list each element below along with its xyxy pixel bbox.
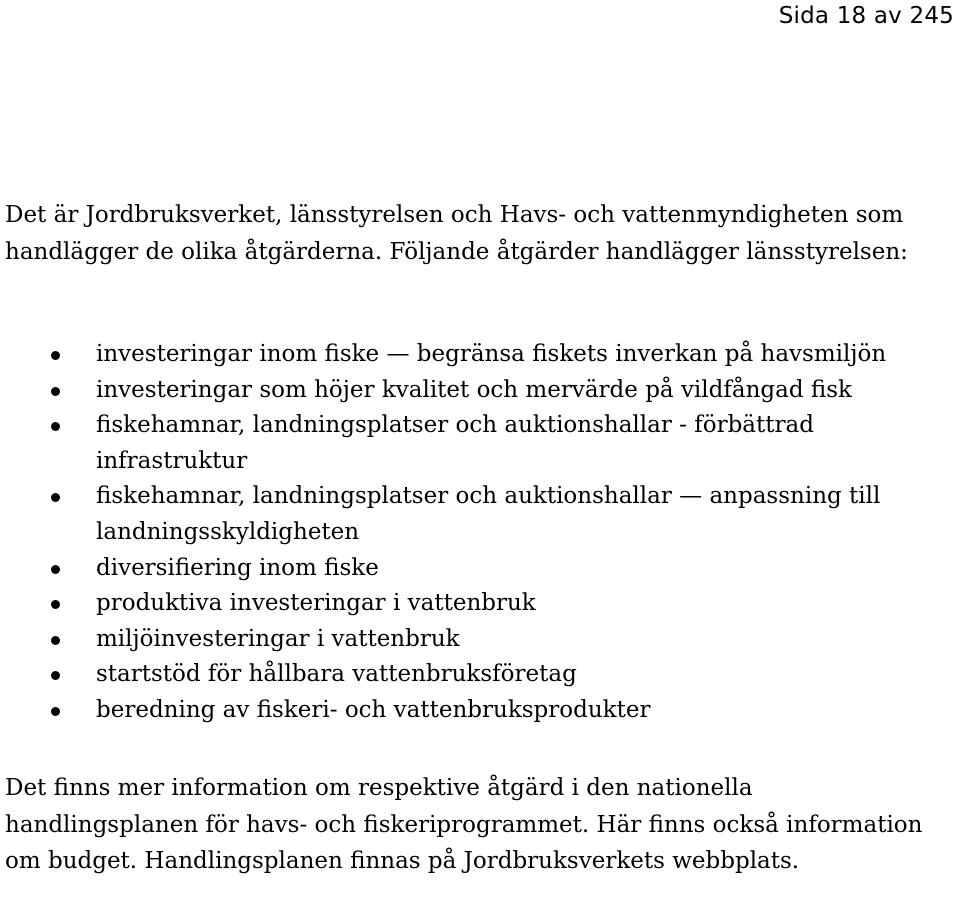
bullet-icon [51,351,60,360]
list-item-text: beredning av fiskeri- och vattenbruksprodukter [96,696,651,723]
list-item [0,693,946,729]
list-item-text: fiskehamnar, landningsplatser och auktionshallar — anpassning till landningsskyldigheten [96,483,881,545]
list-item [0,657,946,693]
bullet-icon [51,422,60,431]
bullet-icon [51,636,60,645]
list-item [0,551,946,587]
list-item-text: fiskehamnar, landningsplatser och auktionshallar - förbättrad infrastruktur [96,412,814,474]
bullet-icon [51,565,60,574]
closing-paragraph: Det finns mer information om respektive åtgärd i den nationella handlingsplanen för havs- och fiskeriprogrammet. Här finns också information om budget. Handlingsplanen finnas på Jordbruksverkets webbplats. [5,775,923,874]
list-item [0,408,946,479]
list-item-text: miljöinvesteringar i vattenbruk [96,625,460,652]
list-item-text: investeringar inom fiske — begränsa fiskets inverkan på havsmiljön [96,341,887,367]
list-item [0,373,946,409]
bullet-icon [51,387,60,396]
bullet-icon [51,671,60,680]
bullet-icon [51,600,60,609]
list-item [0,479,946,550]
list-item [0,622,946,658]
page-number: Sida 18 av 245 [778,3,954,29]
bullet-icon [51,493,60,502]
bullet-icon [51,707,60,716]
intro-paragraph: Det är Jordbruksverket, länsstyrelsen och Havs- och vattenmyndigheten som handlägger de olika åtgärderna. Följande åtgärder handlägger länsstyrelsen: [5,202,908,265]
list-item-text: investeringar som höjer kvalitet och mervärde på vildfångad fisk [96,376,852,403]
measures-list [0,337,955,729]
list-item [0,337,946,373]
list-item-text: startstöd för hållbara vattenbruksföretag [96,661,577,688]
list-item [0,586,946,622]
list-item-text: diversifiering inom fiske [96,554,379,581]
list-item-text: produktiva investeringar i vattenbruk [96,590,536,617]
